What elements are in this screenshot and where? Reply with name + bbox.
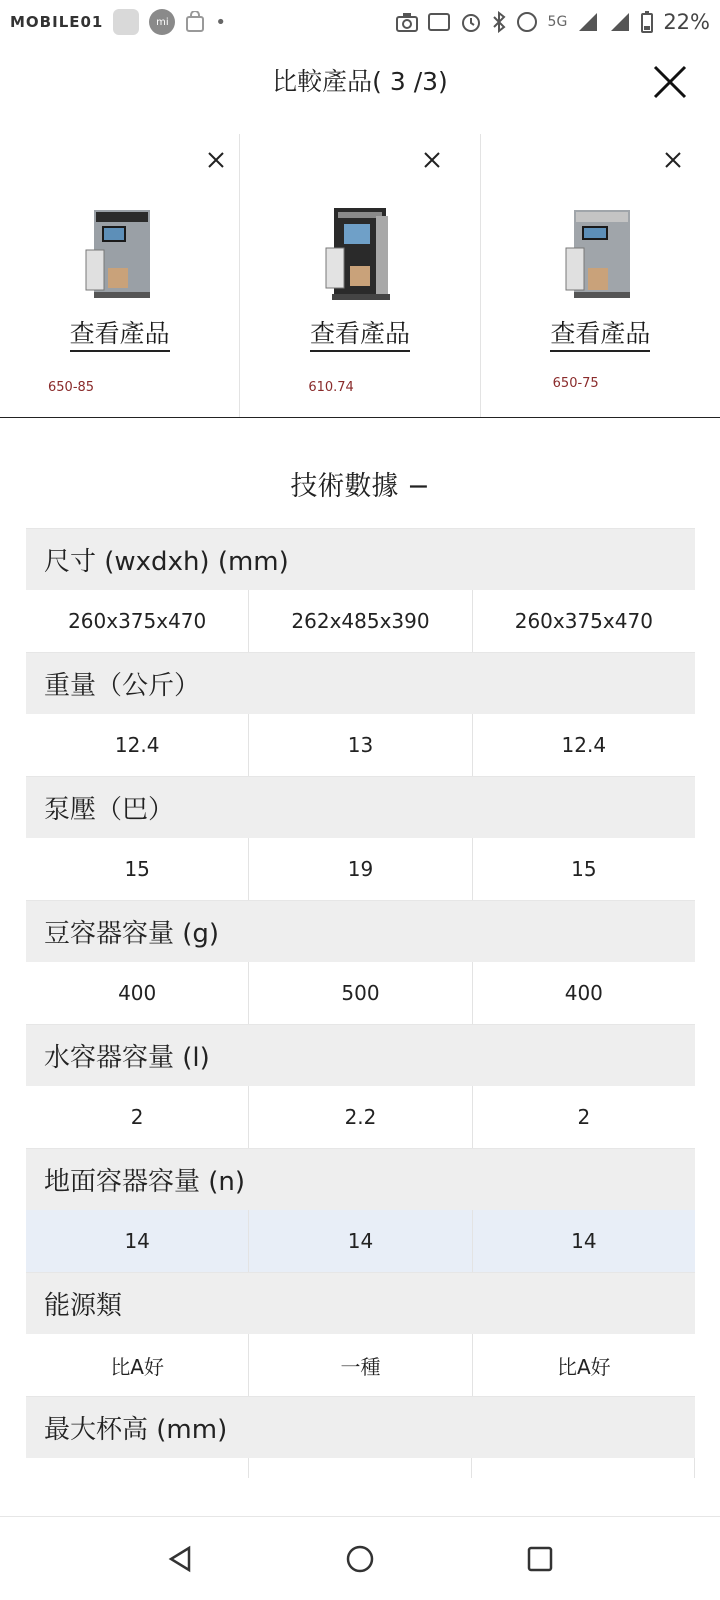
mi-icon: mi <box>149 9 175 35</box>
volte-icon <box>516 11 538 33</box>
product-column-3 <box>481 134 720 417</box>
close-icon <box>663 150 683 170</box>
spec-value <box>249 1458 472 1478</box>
back-triangle-icon <box>165 1544 195 1574</box>
spec-label: 地面容器容量 (n) <box>26 1148 695 1210</box>
product-column-2 <box>240 134 480 417</box>
product-image-1[interactable] <box>82 206 158 302</box>
camera-icon <box>396 12 418 32</box>
spec-value: 12.4 <box>561 733 607 757</box>
spec-values-row <box>26 838 695 900</box>
spec-values-row <box>26 1334 695 1396</box>
recents-button[interactable] <box>518 1537 562 1581</box>
view-product-label: 查看產品 <box>550 319 650 352</box>
spec-value: 一種 <box>249 1334 472 1396</box>
product-image-3[interactable] <box>562 206 638 302</box>
spec-value: 14 <box>26 1210 249 1272</box>
remove-product-1-button[interactable] <box>206 150 226 170</box>
sim2-signal-icon <box>609 11 631 33</box>
spec-label: 豆容器容量 (g) <box>26 900 695 962</box>
status-left <box>10 9 226 35</box>
spec-value <box>26 1458 249 1478</box>
remove-product-2-button[interactable] <box>422 150 442 170</box>
spec-value: 260x375x470 <box>26 590 249 652</box>
spec-value: 13 <box>249 714 472 776</box>
spec-values-row <box>26 590 695 652</box>
product-columns <box>0 134 720 418</box>
more-notifications-dot-icon: • <box>215 11 226 33</box>
spec-value: 12.4 <box>26 714 249 776</box>
product-image-2[interactable] <box>322 206 398 302</box>
spec-value: 500 <box>249 962 472 1024</box>
spec-label: 最大杯高 (mm) <box>26 1396 695 1458</box>
spec-value: 14 <box>249 1210 472 1272</box>
app-notification-icon <box>113 9 139 35</box>
view-product-label: 查看產品 <box>310 319 410 352</box>
status-bar <box>0 0 720 44</box>
network-type: 5G <box>547 14 568 30</box>
product-model-2: 610.74 <box>308 380 354 395</box>
auto-hz-icon <box>428 12 450 32</box>
product-column-1 <box>0 134 240 417</box>
spec-label: 重量（公斤） <box>26 652 695 714</box>
brand-watermark: MOBILE01 <box>10 13 104 31</box>
back-button[interactable] <box>158 1537 202 1581</box>
spec-label: 泵壓（巴） <box>26 776 695 838</box>
system-nav-bar <box>0 1516 720 1600</box>
spec-value: 400 <box>564 981 603 1005</box>
spec-value: 260x375x470 <box>514 609 653 633</box>
remove-product-3-button[interactable] <box>663 150 683 170</box>
sim1-signal-icon <box>577 11 599 33</box>
spec-value: 比A好 <box>556 1354 611 1379</box>
shopping-bag-icon <box>185 11 205 33</box>
view-product-3-link[interactable] <box>481 314 720 350</box>
product-model-1: 650-85 <box>48 380 95 395</box>
recents-square-icon <box>525 1544 555 1574</box>
spec-values-row <box>26 962 695 1024</box>
spec-values-row-partial <box>26 1458 695 1478</box>
spec-value: 2 <box>26 1086 249 1148</box>
spec-table <box>26 528 695 1478</box>
close-icon <box>422 150 442 170</box>
battery-percent: 22% <box>663 10 710 34</box>
view-product-2-link[interactable] <box>240 314 479 350</box>
spec-value <box>472 1458 695 1478</box>
spec-value: 15 <box>571 857 597 881</box>
spec-value: 400 <box>26 962 249 1024</box>
home-circle-icon <box>344 1543 376 1575</box>
home-button[interactable] <box>338 1537 382 1581</box>
spec-values-row-highlighted <box>26 1210 695 1272</box>
spec-value: 2.2 <box>249 1086 472 1148</box>
close-compare-button[interactable] <box>650 62 690 102</box>
spec-label: 能源類 <box>26 1272 695 1334</box>
spec-values-row <box>26 1086 695 1148</box>
product-model-3: 650-75 <box>552 376 599 391</box>
spec-values-row <box>26 714 695 776</box>
spec-value: 比A好 <box>26 1334 249 1396</box>
spec-value: 19 <box>249 838 472 900</box>
status-right <box>396 10 710 34</box>
view-product-label: 查看產品 <box>70 319 170 352</box>
spec-value: 15 <box>26 838 249 900</box>
close-icon <box>650 62 690 102</box>
alarm-icon <box>460 11 482 33</box>
spec-value: 262x485x390 <box>249 590 472 652</box>
spec-label: 尺寸 (wxdxh) (mm) <box>26 528 695 590</box>
view-product-1-link[interactable] <box>0 314 239 350</box>
bluetooth-icon <box>492 11 506 33</box>
battery-icon <box>641 11 653 33</box>
close-icon <box>206 150 226 170</box>
tech-data-toggle[interactable]: 技術數據 − <box>290 471 430 502</box>
spec-value: 14 <box>571 1229 597 1253</box>
compare-header <box>0 50 720 110</box>
page-title: 比較產品( 3 /3) <box>272 67 448 96</box>
spec-value: 2 <box>577 1105 591 1129</box>
spec-label: 水容器容量 (l) <box>26 1024 695 1086</box>
